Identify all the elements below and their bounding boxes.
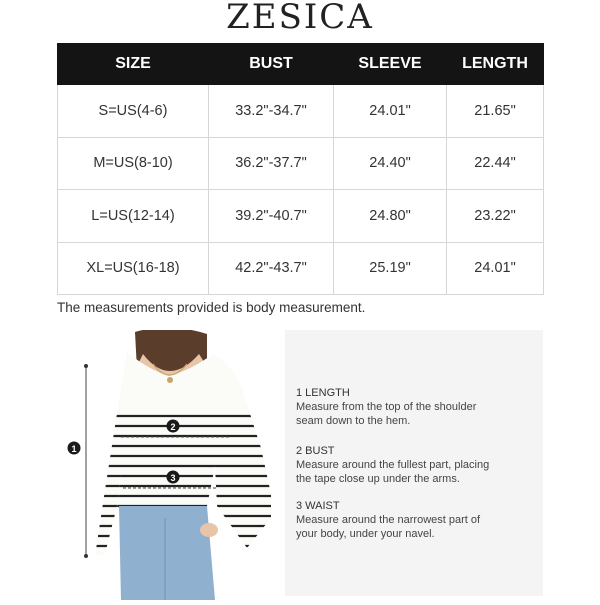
table-row — [58, 85, 544, 138]
cell-size: L=US(12-14) — [58, 190, 209, 243]
table-header-row — [58, 44, 544, 85]
cell-sleeve: 24.80" — [334, 190, 447, 243]
measurement-instructions-panel — [285, 330, 543, 596]
header-size: SIZE — [58, 44, 209, 85]
header-bust: BUST — [209, 44, 334, 85]
cell-sleeve: 24.40" — [334, 137, 447, 190]
model-illustration — [57, 330, 285, 600]
brand-logo: ZESICA — [226, 0, 374, 37]
instruction-text: your body, under your navel. — [296, 528, 435, 540]
table-row — [58, 137, 544, 190]
instruction-title: 2 BUST — [296, 445, 335, 457]
cell-bust: 39.2"-40.7" — [209, 190, 334, 243]
instruction-title: 3 WAIST — [296, 500, 340, 512]
cell-bust: 42.2"-43.7" — [209, 242, 334, 295]
cell-size: S=US(4-6) — [58, 85, 209, 138]
header-length: LENGTH — [447, 44, 544, 85]
cell-bust: 36.2"-37.7" — [209, 137, 334, 190]
cell-sleeve: 24.01" — [334, 85, 447, 138]
jeans-shape — [119, 506, 215, 600]
marker-3-label: 3 — [170, 473, 176, 483]
instruction-text: the tape close up under the arms. — [296, 473, 460, 485]
cell-sleeve: 25.19" — [334, 242, 447, 295]
cell-length: 23.22" — [447, 190, 544, 243]
cell-length: 21.65" — [447, 85, 544, 138]
cell-size: M=US(8-10) — [58, 137, 209, 190]
instruction-waist — [296, 499, 480, 541]
marker-2-label: 2 — [170, 422, 176, 432]
instruction-length — [296, 386, 476, 428]
instruction-bust — [296, 444, 489, 486]
cell-size: XL=US(16-18) — [58, 242, 209, 295]
model-figure — [57, 330, 285, 600]
cell-length: 22.44" — [447, 137, 544, 190]
header-sleeve: SLEEVE — [334, 44, 447, 85]
table-row — [58, 190, 544, 243]
cell-bust: 33.2"-34.7" — [209, 85, 334, 138]
size-chart-table — [57, 43, 544, 295]
measurement-note: The measurements provided is body measurement. — [57, 300, 366, 315]
instruction-text: Measure around the fullest part, placing — [296, 459, 490, 471]
marker-1-label: 1 — [71, 444, 77, 454]
instruction-text: Measure from the top of the shoulder — [296, 401, 477, 413]
table-row — [58, 242, 544, 295]
cell-length: 24.01" — [447, 242, 544, 295]
instruction-text: Measure around the narrowest part of — [296, 514, 481, 526]
instruction-title: 1 LENGTH — [296, 387, 350, 399]
instruction-text: seam down to the hem. — [296, 415, 411, 427]
